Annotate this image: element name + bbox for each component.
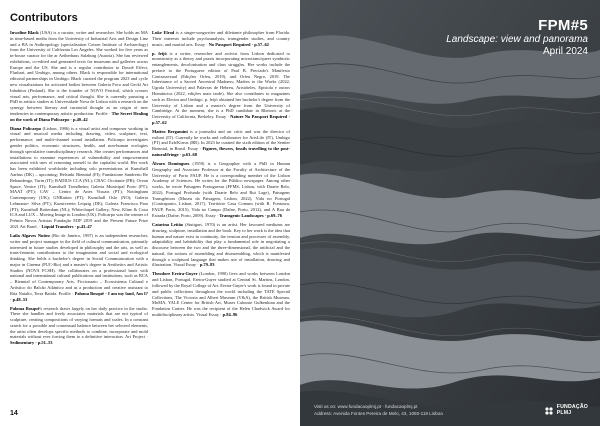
contributor-bio bbox=[10, 126, 148, 230]
contributor-bio bbox=[152, 51, 290, 126]
contributor-name: Catarina Leitão bbox=[152, 221, 184, 227]
logo-line-1: FUNDAÇÃO bbox=[556, 404, 588, 411]
contributor-bio-text: (Stuttgart, 1970) is an artist. Her favoured mediums are drawing, sculpture, installation and the book. Key to her work is the idea that human and nature exist in continuity, the tension and processes of assembly, adaptability and habitability that play a fundamental role in negotiating a discourse between the two and the three-dimensional, the artificial and the natural, the actions of assembling and disassembling, which is manifested through a sculptural language that makes use of installation, drawing and illustration. Visual Essay · bbox=[152, 221, 290, 268]
contribution-reference: The Secret Healing on the work of Diana Policarpo · p.40–42 bbox=[10, 110, 148, 122]
contributor-bio-text: (1959) is a Geographer with a PhD in Human Geography and Associate Professor at the Faculty of Architecture of the University of Porto FAUP. He is a corresponding member of the Lisbon Academy of Sciences. He writes for the Público newspaper. Among other works, he wrote Paisagens Portuguesas (FFMS, Lisbon, with Duarte Belo, 2022), Portugal Profundo (with Duarte Belo and Rui Lage), Paisagens Transgénicas (Museu da Paisagem, Lisbon, 2022), Vida no Portugal (Contraponto, Lisbon, 2017), Território Casa Comum (with R. Fontoura, FAUP, Porto, 2015), Vida no Campo (Dafne, Porto, 2012), and A Rua da Estrada (Dafne, Porto, 2009). Essay · bbox=[152, 160, 290, 218]
bio-column-2 bbox=[152, 30, 290, 402]
contributor-bio bbox=[152, 30, 290, 47]
contributor-bio bbox=[10, 30, 148, 123]
footer-website: Visit us on: www.fundacaoplmj.pt · fundacaoplmj.pt bbox=[314, 404, 418, 410]
page-title: Contributors bbox=[10, 12, 78, 24]
issue-theme: Landscape: view and panorama bbox=[446, 33, 588, 45]
contributor-bio-text: (London, 1990) lives and works between London and Lisbon, Portugal. Ereira-Guyer studied at Central St. Martins, London, followed by the Royal College of Art. Ereira-Guyer's work is found in private and public collections throughout the world including the TATE Special Collections, The Victoria and Albert Museum (V&A), the British Museum, MoMA, YALE Center for British Art, Muses Calouste Gulbenkian and the Fondation Cartier. He was the recipient of the Helen Chadwick Award for multidisciplinary artists. Visual Essay · bbox=[152, 271, 290, 317]
footer-address: Address: Avenida Fontes Pereira de Melo, 43, 1050-119 Lisboa bbox=[314, 411, 443, 417]
contribution-reference: Nature No Passport Required · p.57–62 bbox=[152, 114, 290, 125]
foundation-logo bbox=[544, 405, 588, 416]
contributor-bio bbox=[152, 161, 290, 219]
contributor-bio-text: (USA) is a curator, writer and researcher. She holds an MA in time-based media from the University of Industrial Arts and Design Linz and a BA in Anthropology (specialisation Cotsen Institute of Archaeology) from the University of California Los Angeles. She worked for five years as in-house curator for the ar Aetherhaus Salzburg (Austria). She has reviewed exhibitions, co-edited and generated texts for museums and galleries across Europe and the US. She and is a regular contributor to Dossiê Effect, Flashart, and Umbigo, among others. Black is responsible for international editorial partnerships in Umbigo. Black curated the program 2023 and cycle new visualizations for activated bodies between Galeria Foco and Geckl Art Inhabitor (Finland). She is the founder of NOVO Festival, which crosses visual arts, performance, and critical thought. She is currently pursuing a PhD in artistic studies at Universidade Nova de Lisboa with a research on the synergy between literary and curatorial thought as an origin of new tendencies in contemporary artistic production. Profile · bbox=[10, 30, 148, 116]
contributor-bio-text: (Rio de Janeiro, 1997) is an independent researcher, writer and project manager in the field of cultural communication, primarily interested in future studies developed in philosophy and the arts, as well as trans-feminist contributions to the imagination and social and ecological thinking. She holds a bachelor's degree in Social Communication with a major in Cinema (PUC-Rio) and a master's degree in Aesthetics and Artistic Studies (NOVA FCSH). She collaborates on a professional basis with national and international cultural publications and institutions, such as BCA – Biennial of Contemporary Arts, Ficcionario – Ecossistema Cultural e Artístico do Balcão Atlántico and as a production and creative assistant to Rita Natalio, Terra Batida. Profile · bbox=[10, 232, 148, 296]
contributor-bio-text: is a writer, researcher and activist from Lisbon dedicated to monstrosity as a theory and praxis incorporating microtrans/queer symbiotic entanglements, decolonisation and class struggles. Her works include the preface to the Portuguese edition of Paul B. Preciado's Manifesto Contrassexual (Edições Orfeu, 2019), and Orfeu Negro, 2019. The Inheritance of a Sacred Ancestral Madness; Madres to the Works (2022, Ugrala University) and Palavras de Hebreu, Aristóteles, Epistola e outros Homúncios (2022, edições mais tarde). She also contributes to magazines such as Electra and Umbigo. p. feijó obtained her bachelor's degree from the University of Lisbon and a master's degree from the University of Cambridge. At the moment, she is a PhD candidate in Rhetoric at the University of California, Berkeley. Essay · bbox=[152, 50, 290, 120]
foundation-logo-icon bbox=[544, 406, 554, 416]
contributor-bio bbox=[152, 271, 290, 317]
contribution-reference: Figures, flowers, fossils travelling to the post-natural/fringe · p.63–68 bbox=[152, 146, 290, 157]
page-number: 14 bbox=[10, 410, 18, 417]
contribution-reference: p.84–96 bbox=[222, 311, 238, 317]
contributor-bio-text: is a journalist and art critic and was the director of exibart (IT). Currently he works and collaborates for ArtsLife (IT), Umbigo (PT) and Ezh/Kirrus (BR). In 2023 he curated the sixth edition of the Sentier Biennial, in Brasil. Essay · bbox=[152, 128, 290, 152]
contributor-bio bbox=[152, 129, 290, 158]
contributor-bio-text: 's research draws largely on her daily practice in the studio. There she handles and freely associates materials that are not typical of sculpture, creating compositions of varying formats and scales. In a constant search for a possible and consensual balance between her selected elements, the artist often develops specific methods to combine, incorporate and mold materials without ever forcing them to a definitive interaction. Art Project · bbox=[10, 305, 148, 340]
contributor-bio bbox=[152, 222, 290, 268]
contributor-bio bbox=[10, 306, 148, 346]
contributor-bio-text: is a singer-songwriter and dilettante philosopher from Florida. Their interests include psychoanalysis, transgender studies, and country music, and martial arts. Essay · bbox=[152, 30, 290, 47]
footer-credits bbox=[314, 404, 524, 418]
contributor-bio-text: (Lisbon, 1986) is a visual artist and composer working in visual and musical media including drawing, video, sculpture, text, performance, and multi-channel sound installation. Policarpo investigates gender politics, economic structures, health, and non-human ecologies through speculative transdisciplinary research. She creates performances and installations to examine experiences of vulnerability and empowerment associated with uses of reasoning oneself to the capitalist world. Her work has been exhibited worldwide including solo presentations at Kunsthall Aarhus (DK) – upcoming; Helsinki Biennial (FI); Fundazione Sandretto Re Rebaudengo, Turin (IT); RADIUS CCA (NL); CRAC Occitanie (FR); Ocean Space, Venice (IT); Kunsthall Trondheim; Galeria Municipal Porto (PT); MAAT (PT); CAV – Centro de Artes Visuais (PT); Nottingham Contemporary (UK); GNRation (PT); Kunsthall Oslo (NO); Galeria Lehmann+ Silva (PT); Kunstverein Leipzig (DE); Galeria Francisco Fino (PT); Kunsthall Rotterdam (NL); Whitechapel Gallery, New, Kline & Coxa ICA and LUX – Moving Image in London (UK). Policarpo was the winner of Prémio Novos Artistas Fundação EDP 2019 and the Present Future Prize 2021 Art Basel. · bbox=[10, 125, 148, 229]
contribution-reference: Sedimentary · p.51–53 bbox=[10, 340, 53, 346]
contribution-reference: p.79–83 bbox=[199, 262, 215, 268]
contribution-reference: Paloma Bosquê · I am my land, Am I? · p.48–53 bbox=[10, 290, 148, 302]
contributor-name: Inwoline Black bbox=[10, 30, 39, 35]
issue-title: FPM#5 bbox=[538, 17, 588, 34]
contributor-name: Diana Policarpo bbox=[10, 125, 42, 131]
masthead bbox=[446, 18, 588, 59]
issue-date: April 2024 bbox=[542, 46, 588, 58]
contributor-name: p. feijó bbox=[152, 50, 167, 56]
contributor-name: Matteo Bergamini bbox=[152, 128, 188, 134]
contribution-reference: Liquid Transfers · p.43–47 bbox=[41, 223, 92, 229]
contributor-name: Laila Algaves Nuñez bbox=[10, 232, 50, 238]
contributor-bio bbox=[10, 233, 148, 302]
contribution-reference: Transgenic Landscapes · p.69–76 bbox=[219, 213, 282, 218]
contribution-reference: No Passport Required · p.57–62 bbox=[208, 41, 269, 47]
contributor-name: Theodore Ereira-Guyer bbox=[152, 271, 198, 277]
rock-strata-photo bbox=[300, 0, 600, 426]
bio-column-1 bbox=[10, 30, 148, 402]
contributor-name: Paloma Bosquê bbox=[10, 305, 40, 311]
contributor-name: Álvaro Domingues bbox=[152, 160, 190, 166]
contributor-name: Luke Elrod bbox=[152, 30, 175, 35]
right-page bbox=[300, 0, 600, 426]
logo-line-2: PLMJ bbox=[556, 409, 572, 416]
